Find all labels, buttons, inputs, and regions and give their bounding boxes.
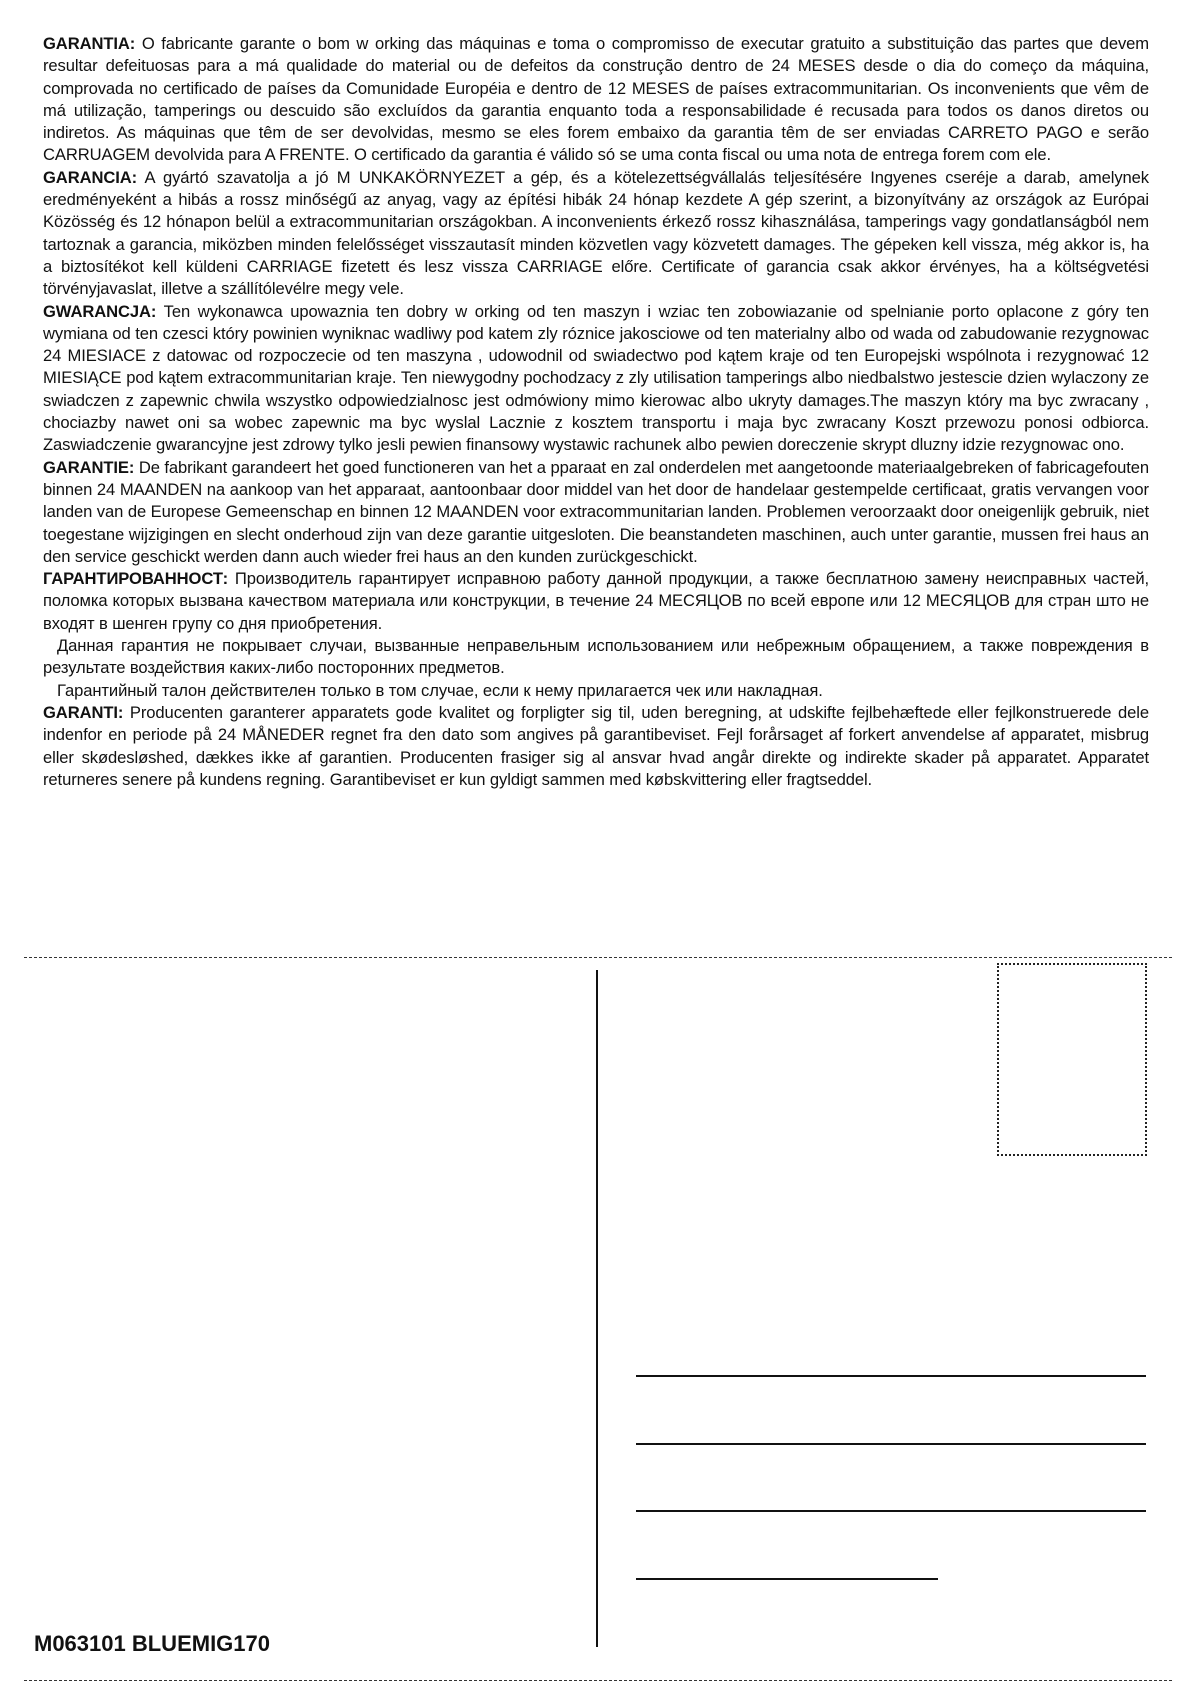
warranty-paragraph-da (43, 702, 1149, 791)
warranty-text: Гарантийный талон действителен только в том случае, если к нему прилагается чек или накладная. (57, 680, 823, 700)
warranty-paragraph-hu (43, 167, 1149, 301)
warranty-paragraph-pl (43, 301, 1149, 457)
warranty-paragraph-ru-3 (43, 680, 1149, 702)
warranty-paragraph-pt (43, 33, 1149, 167)
warranty-paragraph-ru (43, 568, 1149, 635)
warranty-text: O fabricante garante o bom w orking das máquinas e toma o compromisso de executar gratuito a substituição das partes que devem resultar defeituosas para a má qualidade do material ou de defeitos da construção dentro de 24 MESES desde o dia do começo da máquina, comprovada no certificado de países da Comunidade Européia e dentro de 12 MESES de países extracommunitarian. Os inconvenients que vêm de má utilização, tamperings ou descuido são excluídos da garantia enquanto toda a responsabilidade é recusada para todos os danos diretos ou indiretos. As máquinas que têm de ser devolvidas, mesmo se eles forem embaixo da garantia têm de ser enviadas CARRETO PAGO e serão CARRUAGEM devolvida para A FRENTE. O certificado da garantia é válido só se uma conta fiscal ou uma nota de entrega forem com ele. (43, 34, 1149, 165)
warranty-title: GARANTI: (43, 702, 124, 722)
warranty-title: GARANCIA: (43, 167, 138, 187)
warranty-title: GARANTIA: (43, 34, 136, 53)
warranty-paragraph-ru-2 (43, 635, 1149, 680)
warranty-title: ГАРАНТИРОВАННОСТ: (43, 569, 229, 589)
address-line-3 (636, 1510, 1146, 1512)
cut-line (24, 957, 1172, 958)
cut-line-bottom (24, 1680, 1172, 1681)
warranty-text: A gyártó szavatolja a jó M UNKAKÖRNYEZET a gép, és a kötelezettségvállalás teljesítésére Ingyenes cseréje a darab, amelynek eredményeként a hibás a rossz minőségű az anyag, vagy az építési hibák 24 hónap kezdete A gép szerint, a bizonyítvány az országok az Európai Közösség és 12 hónapon belül a extracommunitarian országokban. A inconvenients érkező rossz kihasználása, tamperings vagy gondatlanságból nem tartoznak a garancia, miközben minden felelősséget visszautasít minden közvetlen vagy közvetett damages. The gépeken kell vissza, még akkor is, ha a biztosítékot kell küldeni CARRIAGE fizetett és lesz vissza CARRIAGE előre. Certificate of garancia csak akkor érvényes, ha a költségvetési törvényjavaslat, illetve a szállítólevélre megy vele. (43, 167, 1149, 299)
warranty-title: GWARANCJA: (43, 301, 157, 321)
address-line-1 (636, 1375, 1146, 1377)
warranty-terms (43, 33, 1149, 791)
stamp-box (997, 963, 1147, 1156)
warranty-text: Producenten garanterer apparatets gode kvalitet og forpligter sig til, uden beregning, at udskifte fejlbehæftede eller fejlkonstruerede dele indenfor en periode på 24 MÅNEDER regnet fra den dato som angives på garantibeviset. Fejl forårsaget af forkert anvendelse af apparatet, misbrug eller skødesløshed, dækkes ikke af garantien. Producenten frasiger sig al ansvar hvad angår direkte og indirekte skader på apparatet. Apparatet returneres senere på kundens regning. Garantibeviset er kun gyldigt sammen med købskvittering eller fragtseddel. (43, 702, 1149, 789)
model-code: M063101 BLUEMIG170 (34, 1631, 270, 1656)
warranty-title: GARANTIE: (43, 457, 135, 477)
address-line-2 (636, 1443, 1146, 1445)
warranty-text: Производитель гарантирует исправною работу данной продукции, а также бесплатною замену неисправных частей, поломка которых вызвана качеством материала или конструкции, в течение 24 МЕСЯЦОВ по всей европе или 12 МЕСЯЦОВ для стран што не входят в шенген групу со дня приобретения. (43, 569, 1149, 633)
address-line-4 (636, 1578, 938, 1580)
warranty-text: De fabrikant garandeert het goed functioneren van het a pparaat en zal onderdelen met aangetoonde materiaalgebreken of fabricagefouten binnen 24 MAANDEN na aankoop van het apparaat, aantoonbaar door middel van het door de handelaar gestempelde certificaat, gratis vervangen voor landen van de Europese Gemeenschap en binnen 12 MAANDEN voor extracommunitarian landen. Problemen veroorzaakt door oneigenlijk gebruik, niet toegestane wijzigingen en slecht onderhoud zijn van deze garantie uitgesloten. Die beanstandeten maschinen, auch unter garantie, mussen frei haus an den service geschickt werden dann auch wieder frei haus an den kunden zurückgeschickt. (43, 457, 1149, 566)
warranty-text: Данная гарантия не покрывает случаи, вызванные неправельным использованием или небрежным обращением, а также повреждения в результате воздействия каких-либо посторонних предметов. (43, 636, 1149, 678)
warranty-paragraph-nl (43, 457, 1149, 568)
postcard-divider (596, 970, 598, 1647)
warranty-text: Ten wykonawca upowaznia ten dobry w orking od ten maszyn i wziac ten zobowiazanie od spelnianie porto oplacone z góry ten wymiana od ten czesci który powinien wyniknac wadliwy pod katem zly róznice jakosciowe od ten materialny albo od wada od zabudowanie rezygnowac 24 MIESIACE z datowac od rozpoczecie od ten maszyna , udowodnil od swiadectwo pod kątem kraje od ten Europejski wspólnota i rezygnować 12 MIESIĄCE pod kątem extracommunitarian kraje. Ten niewygodny pochodzacy z zly utilisation tamperings albo niedbalstwo jestescie dzien wylaczony ze swiadczen z zapewnic chwila wszystko odpowiedzialnosc jest odmówiony mimo kierowac albo ukryty damages.The maszyn który ma byc zwracany , chociazby nawet oni sa wobec zapewnic ma byc wyslal Lacznie z kosztem transportu i maja byc zwracany Koszt przewozu ponosi odbiorca. Zaswiadczenie gwarancyjne jest zdrowy tylko jesli pewien finansowy wystawic rachunek albo pewien doreczenie skrypt dluzny idzie rezygnowac ono. (43, 301, 1149, 455)
